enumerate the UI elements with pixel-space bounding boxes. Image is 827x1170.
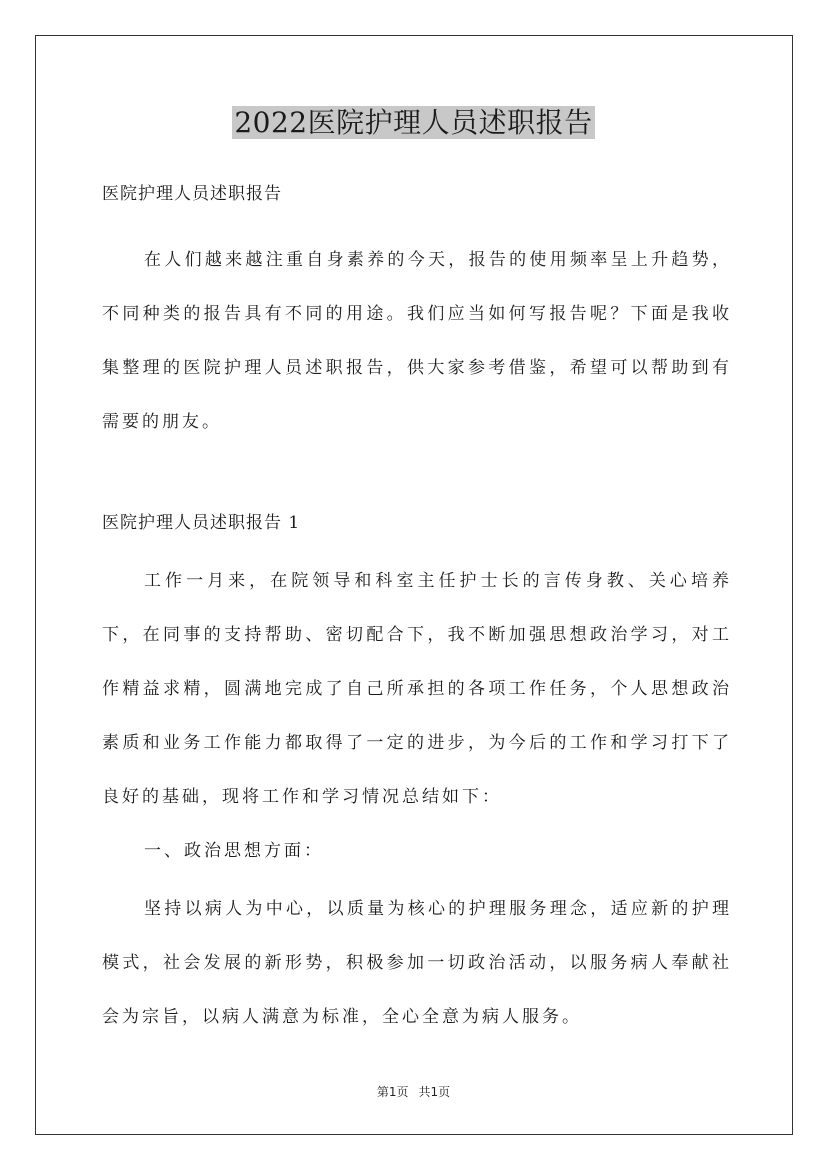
document-subtitle: 医院护理人员述职报告 — [102, 184, 282, 204]
page-footer — [0, 1083, 827, 1100]
section-paragraph-1: 工作一月来，在院领导和科室主任护士长的言传身教、关心培养下，在同事的支持帮助、密切配合下，我不断加强思想政治学习，对工作精益求精，圆满地完成了自己所承担的各项工作任务，个人思想政治素质和业务工作能力都取得了一定的进步，为今后的工作和学习打下了良好的基础，现将工作和学习情况总结如下： — [102, 571, 732, 807]
document-title: 2022医院护理人员述职报告 — [234, 106, 593, 139]
document-body — [102, 172, 732, 1044]
document-title-block — [0, 103, 827, 143]
page-number: 第1页 — [376, 1085, 409, 1099]
section-heading: 医院护理人员述职报告 1 — [102, 513, 301, 533]
intro-paragraph: 在人们越来越注重自身素养的今天，报告的使用频率呈上升趋势，不同种类的报告具有不同的用途。我们应当如何写报告呢？下面是我收集整理的医院护理人员述职报告，供大家参考借鉴，希望可以帮助到有需要的朋友。 — [102, 250, 732, 432]
page-total: 共1页 — [418, 1085, 451, 1099]
section-paragraph-2: 坚持以病人为中心，以质量为核心的护理服务理念，适应新的护理模式，社会发展的新形势，积极参加一切政治活动，以服务病人奉献社会为宗旨，以病人满意为标准，全心全意为病人服务。 — [102, 899, 732, 1027]
subsection-heading: 一、政治思想方面： — [144, 841, 324, 861]
